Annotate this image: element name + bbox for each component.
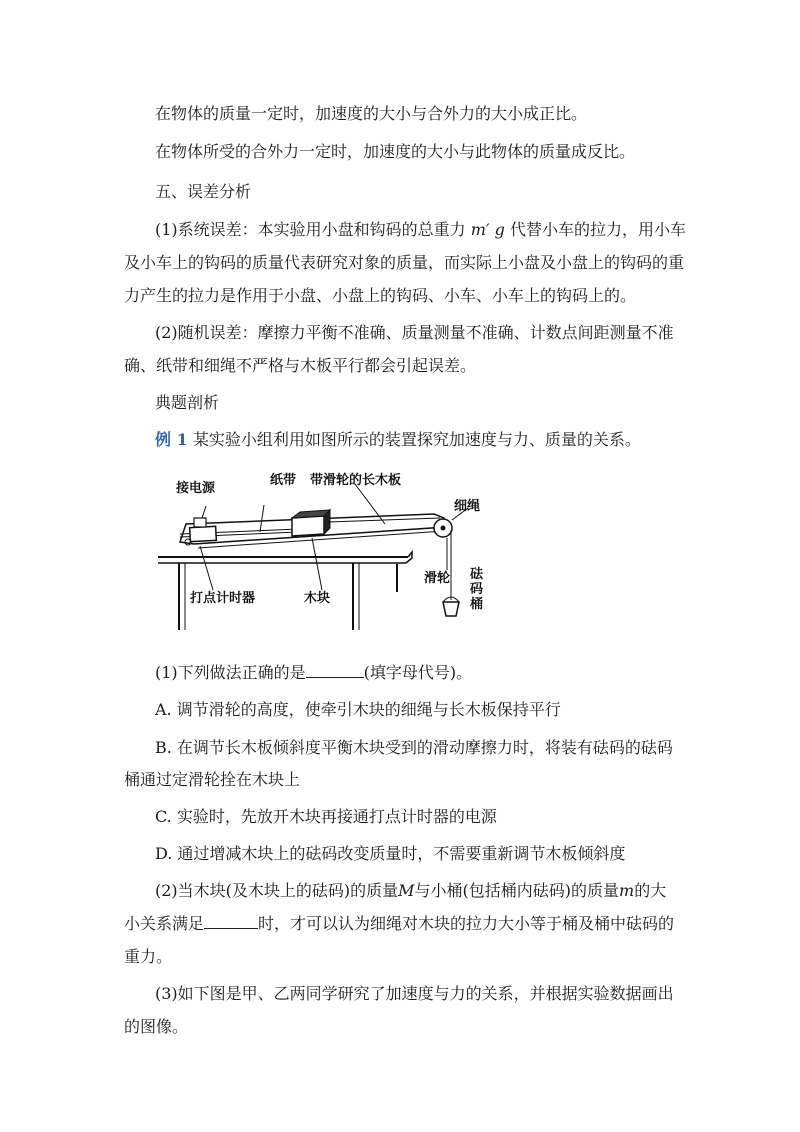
- question-2-line2: [124, 913, 674, 934]
- example-text: 某实验小组利用如图所示的装置探究加速度与力、质量的关系。: [192, 430, 641, 449]
- label-timer: 打点计时器: [190, 591, 256, 606]
- label-weight-3: 桶: [470, 597, 484, 612]
- para-system-error-line2: 及小车上的钩码的质量代表研究对象的质量，而实际上小盘及小盘上的钩码的重: [124, 253, 685, 272]
- label-board: 带滑轮的长木板: [310, 473, 402, 488]
- timer-body: [190, 526, 217, 541]
- var-m: m: [619, 881, 635, 900]
- para-system-error-line3: 力产生的拉力是作用于小盘、小盘上的钩码、小车、小车上的钩码上的。: [124, 286, 637, 305]
- question-2-answer-blank[interactable]: [204, 914, 258, 929]
- option-c: C. 实验时，先放开木块再接通打点计时器的电源: [155, 807, 497, 826]
- example-1-intro: [155, 429, 641, 450]
- question-3-line1: (3)如下图是甲、乙两同学研究了加速度与力的关系，并根据实验数据画出: [155, 984, 674, 1003]
- var-M: M: [398, 881, 415, 900]
- question-1-text-b: (填字母代号)。: [363, 663, 473, 682]
- option-b-line2: 桶通过定滑轮拴在木块上: [124, 770, 301, 789]
- timer-leader-line: [200, 546, 213, 590]
- power-leader-line: [202, 506, 206, 518]
- var-m-prime-g: m′ g: [470, 220, 505, 239]
- section-heading-examples: 典题剖析: [155, 393, 220, 412]
- question-2-text-b: 与小桶(包括桶内砝码)的质量: [414, 881, 620, 900]
- pulley-axle: [441, 526, 446, 531]
- label-weight-2: 码: [470, 582, 484, 597]
- question-2-text-a: (2)当木块(及木块上的砝码)的质量: [155, 881, 399, 900]
- para-mass-constant: 在物体的质量一定时，加速度的大小与合外力的大小成正比。: [155, 104, 588, 123]
- option-b-line1: B. 在调节长木板倾斜度平衡木块受到的滑动摩擦力时，将装有砝码的砝码: [155, 738, 673, 757]
- question-3-line2: 的图像。: [124, 1017, 189, 1036]
- example-label: 例 1: [155, 430, 188, 449]
- para-force-constant: 在物体所受的合外力一定时，加速度的大小与此物体的质量成反比。: [155, 142, 636, 161]
- question-2-text-c: 的大: [634, 881, 667, 900]
- question-1: [155, 662, 472, 683]
- para-random-error-line2: 确、纸带和细绳不严格与木板平行都会引起误差。: [124, 356, 477, 375]
- apparatus-figure: [150, 462, 500, 632]
- question-2-line3: 重力。: [124, 947, 173, 966]
- label-block: 木块: [304, 591, 331, 606]
- label-power: 接电源: [176, 481, 216, 496]
- question-2-line1: [155, 880, 666, 901]
- section-heading-error: 五、误差分析: [155, 182, 252, 201]
- option-a: A. 调节滑轮的高度，使牵引木块的细绳与长木板保持平行: [155, 700, 561, 719]
- label-pulley: 滑轮: [424, 571, 451, 586]
- para-random-error-line1: (2)随机误差：摩擦力平衡不准确、质量测量不准确、计数点间距测量不准: [155, 323, 674, 342]
- question-1-text-a: (1)下列做法正确的是: [155, 663, 306, 682]
- label-weight-1: 砝: [470, 567, 484, 582]
- option-d: D. 通过增减木块上的砝码改变质量时，不需要重新调节木板倾斜度: [155, 844, 626, 863]
- question-2-text-e: 时，才可以认为细绳对木块的拉力大小等于桶及桶中砝码的: [258, 914, 675, 933]
- question-2-text-d: 小关系满足: [124, 914, 205, 933]
- question-1-answer-blank[interactable]: [306, 663, 364, 678]
- label-tape: 纸带: [270, 473, 297, 488]
- block-front: [292, 516, 324, 536]
- system-error-text-b: 代替小车的拉力，用小车: [510, 220, 687, 239]
- para-system-error-line1: [155, 219, 686, 240]
- timer-top: [194, 518, 206, 527]
- label-rope: 细绳: [454, 499, 481, 514]
- block-leader-line: [312, 538, 322, 590]
- weight-bucket: [443, 602, 459, 616]
- system-error-text-a: (1)系统误差：本实验用小盘和钩码的总重力: [155, 220, 466, 239]
